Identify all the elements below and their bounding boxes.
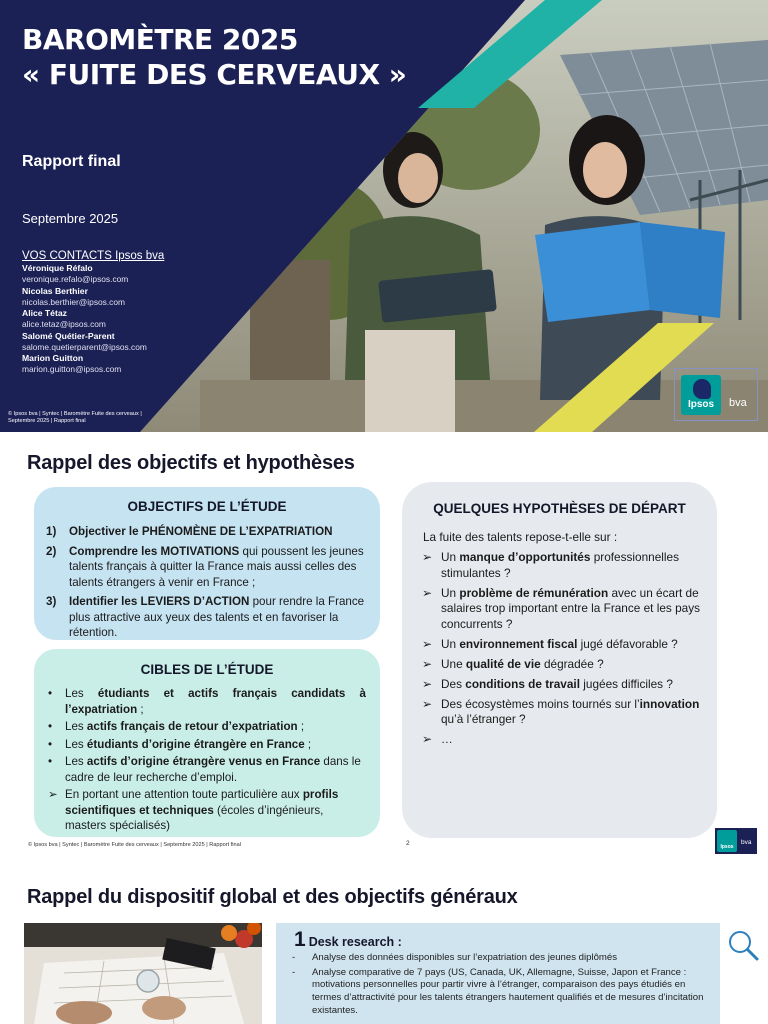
bullet-icon: • bbox=[48, 720, 53, 733]
arrow-bullet-icon: ➢ bbox=[422, 732, 432, 746]
contacts-block bbox=[22, 250, 164, 376]
contact-name: Véronique Réfalo bbox=[22, 263, 93, 273]
bullet-icon: • bbox=[48, 737, 53, 751]
targets-list bbox=[48, 686, 366, 836]
cover-slide bbox=[0, 0, 768, 432]
contact-item bbox=[22, 263, 164, 286]
contact-item bbox=[22, 308, 164, 331]
report-date: Septembre 2025 bbox=[22, 211, 119, 226]
hypotheses-intro: La fuite des talents repose-t-elle sur : bbox=[423, 530, 618, 544]
contact-email[interactable]: marion.guitton@ipsos.com bbox=[22, 364, 122, 375]
ipsos-logo-icon bbox=[681, 375, 721, 415]
contact-email[interactable]: salome.quetierparent@ipsos.com bbox=[22, 341, 147, 352]
arrow-bullet-icon: ➢ bbox=[48, 788, 58, 801]
methodology-slide bbox=[0, 856, 768, 1024]
contact-email[interactable]: nicolas.berthier@ipsos.com bbox=[22, 296, 125, 307]
logo-sub: bva bbox=[729, 397, 747, 409]
list-item: - Analyse des données disponibles sur l’expatriation des jeunes diplômés bbox=[292, 952, 618, 963]
objectives-title: OBJECTIFS DE L’ÉTUDE bbox=[127, 499, 287, 514]
list-item: • Les actifs d’origine étrangère venus en France dans le cadre de leur recherche d’emploi. bbox=[48, 755, 361, 784]
cover-title bbox=[22, 22, 406, 92]
slide-title: Rappel du dispositif global et des objectifs généraux bbox=[27, 886, 518, 908]
cover-footer: © Ipsos bva | Syntec | Baromètre Fuite des cerveaux | Septembre 2025 | Rapport final bbox=[8, 411, 142, 425]
hypotheses-panel bbox=[402, 482, 717, 838]
page-number: 2 bbox=[406, 840, 410, 847]
list-item: ➢ En portant une attention toute particulière aux profils scientifiques et techniques (écoles d’ingénieurs, masters spécialisés) bbox=[48, 788, 339, 832]
arrow-bullet-icon: ➢ bbox=[422, 696, 432, 711]
targets-panel bbox=[34, 649, 380, 837]
cover-title-line1: BAROMÈTRE 2025 bbox=[22, 23, 298, 56]
contacts-heading: VOS CONTACTS Ipsos bva bbox=[22, 250, 165, 262]
arrow-bullet-icon: ➢ bbox=[422, 676, 432, 691]
ipsos-logo-icon: Ipsos bbox=[717, 830, 737, 852]
targets-title: CIBLES DE L’ÉTUDE bbox=[140, 662, 274, 677]
contact-name: Salomé Quétier-Parent bbox=[22, 330, 115, 341]
list-item: • Les actifs français de retour d’expatriation ; bbox=[48, 720, 305, 733]
list-item: • Les étudiants d’origine étrangère en France ; bbox=[48, 737, 312, 751]
hypotheses-list bbox=[422, 550, 704, 752]
bullet-icon: • bbox=[48, 755, 53, 768]
slide-title: Rappel des objectifs et hypothèses bbox=[27, 452, 355, 474]
list-item: ➢ Un environnement fiscal jugé défavorable ? bbox=[422, 636, 678, 651]
bullet-icon: • bbox=[48, 687, 53, 700]
list-item: ➢ Des écosystèmes moins tournés sur l’innovation qu’à l’étranger ? bbox=[422, 696, 700, 726]
contact-name: Alice Tétaz bbox=[22, 308, 67, 319]
step-number: 1 bbox=[294, 928, 306, 951]
slide-footer: © Ipsos bva | Syntec | Baromètre Fuite des cerveaux | Septembre 2025 | Rapport final bbox=[28, 842, 241, 848]
arrow-bullet-icon: ➢ bbox=[422, 636, 432, 651]
list-item: 1) Objectiver le PHÉNOMÈNE DE L’EXPATRIATION bbox=[46, 525, 333, 538]
desk-research-panel bbox=[276, 923, 720, 1024]
list-item: - Analyse comparative de 7 pays (US, Canada, UK, Allemagne, Suisse, Japon et France : motivations personnelles pour partir vivre à l’étranger, comparaison des pays étudiés en termes d’attractivité pour les talents étrangers hautement qualifiés et de mesures d’incitation existantes. bbox=[292, 966, 704, 1016]
ipsos-bva-logo bbox=[715, 828, 757, 854]
contact-item bbox=[22, 331, 164, 354]
contact-item bbox=[22, 353, 164, 376]
cover-title-line2: « FUITE DES CERVEAUX » bbox=[22, 58, 407, 91]
arrow-bullet-icon: ➢ bbox=[422, 550, 432, 564]
list-item: 3) Identifier les LEVIERS D’ACTION pour rendre la France plus attractive aux yeux des talents et en favoriser la rétention. bbox=[46, 595, 365, 639]
arrow-bullet-icon: ➢ bbox=[422, 585, 432, 600]
list-item: ➢ Une qualité de vie dégradée ? bbox=[422, 656, 604, 671]
step-label: Desk research : bbox=[308, 935, 402, 949]
contact-email[interactable]: veronique.refalo@ipsos.com bbox=[22, 274, 129, 284]
desk-photo bbox=[24, 923, 262, 1024]
contact-item bbox=[22, 286, 164, 309]
report-type: Rapport final bbox=[22, 153, 121, 170]
magnifier-icon bbox=[726, 928, 760, 962]
arrow-bullet-icon: ➢ bbox=[422, 656, 432, 671]
objectives-slide bbox=[0, 432, 768, 856]
list-item: ➢ Des conditions de travail jugées difficiles ? bbox=[422, 676, 673, 691]
hypotheses-title: QUELQUES HYPOTHÈSES DE DÉPART bbox=[433, 501, 686, 516]
objectives-list bbox=[46, 524, 368, 645]
contact-name: Marion Guitton bbox=[22, 353, 84, 364]
list-item: • Les étudiants et actifs français candidats à l’expatriation ; bbox=[48, 687, 366, 716]
list-item: ➢ … bbox=[422, 732, 453, 746]
objectives-panel bbox=[34, 487, 380, 640]
list-item: 2) Comprendre les MOTIVATIONS qui poussent les jeunes talents français à quitter la France mais aussi celles des talents étrangers à venir en France ; bbox=[46, 544, 364, 589]
desk-research-header bbox=[294, 928, 402, 952]
logo-brand: Ipsos bbox=[687, 399, 715, 410]
desk-research-list bbox=[292, 952, 708, 1020]
list-item: ➢ Un manque d’opportunités professionnelles stimulantes ? bbox=[422, 550, 679, 580]
contact-name: Nicolas Berthier bbox=[22, 285, 88, 296]
ipsos-bva-logo bbox=[674, 368, 758, 421]
contact-email[interactable]: alice.tetaz@ipsos.com bbox=[22, 319, 106, 330]
logo-sub: bva bbox=[741, 839, 752, 846]
list-item: ➢ Un problème de rémunération avec un écart de salaires trop important entre la France et les pays concurrents ? bbox=[422, 585, 700, 631]
